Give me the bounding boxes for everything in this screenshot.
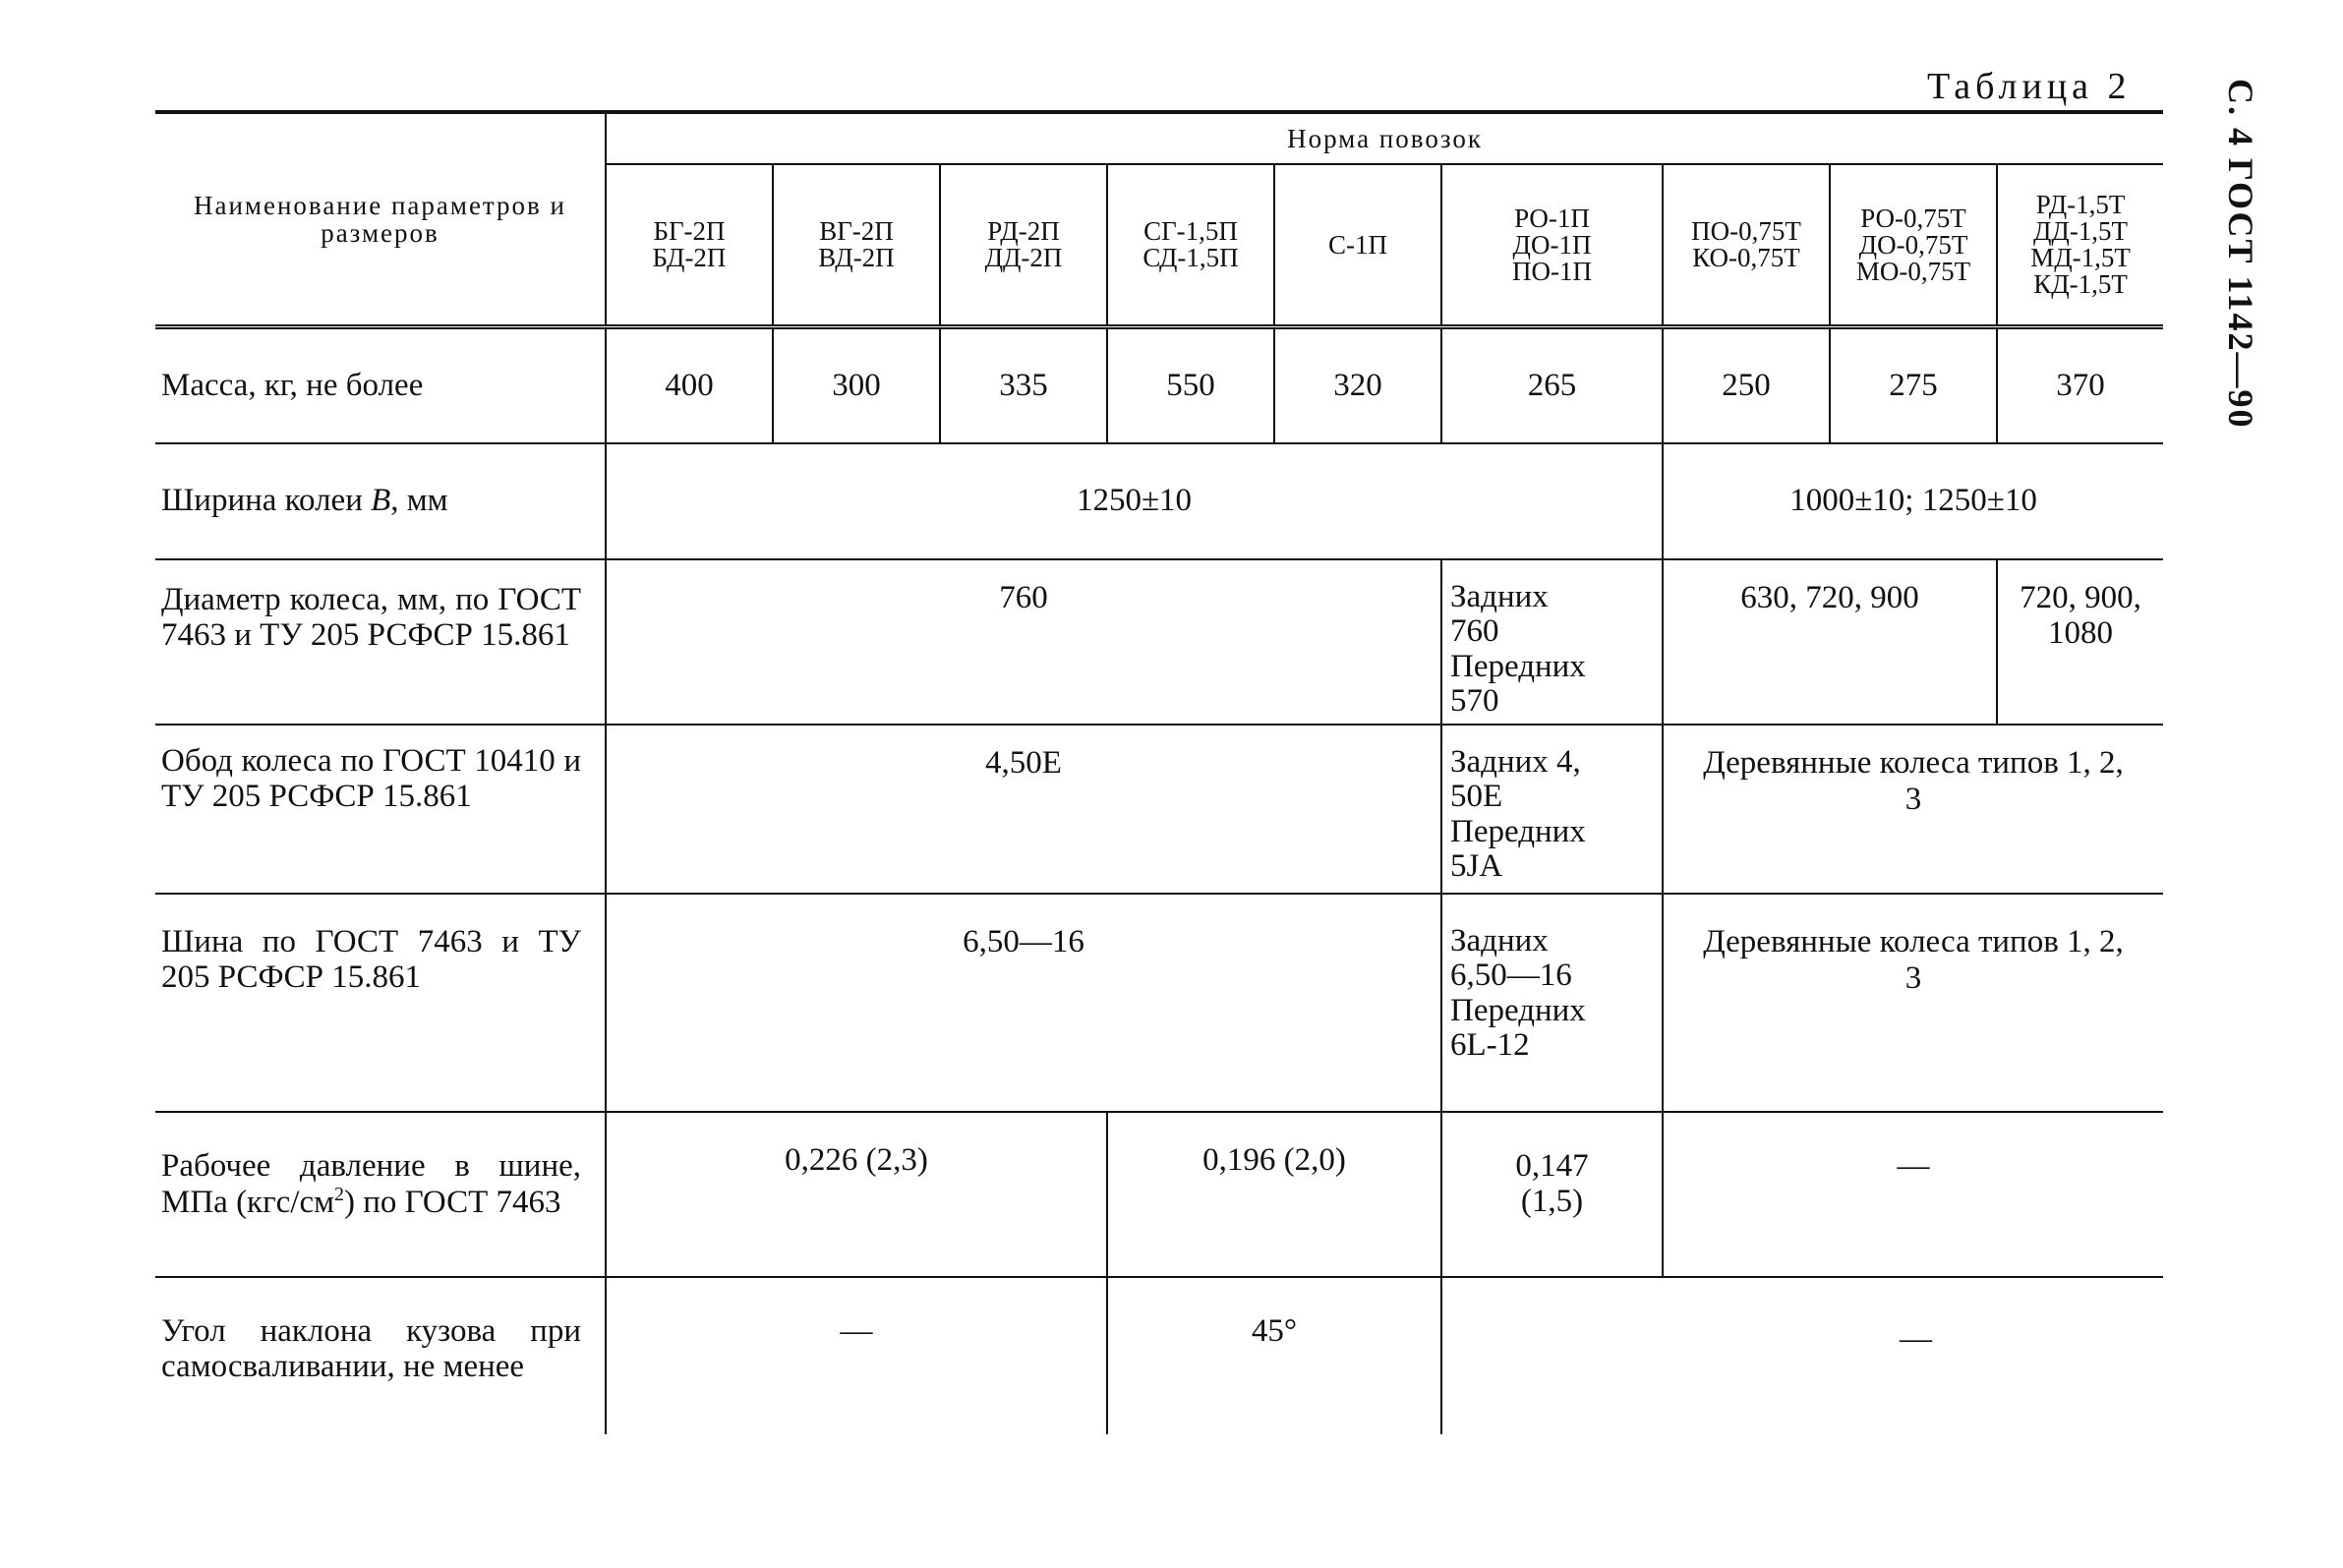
table-cell: Деревянные колеса типов 1, 2, 3	[1663, 725, 2163, 894]
header-group-label: Норма повозок	[606, 112, 2163, 164]
row-wheel-diameter	[155, 559, 2163, 725]
row-tilt-angle	[155, 1277, 2163, 1434]
table-cell: —	[1663, 1112, 2163, 1277]
table-cell: 720, 900, 1080	[1997, 559, 2163, 725]
row-rim	[155, 725, 2163, 894]
table-cell: 320	[1274, 327, 1441, 443]
table-cell: 0,147 (1,5)	[1441, 1112, 1663, 1277]
table-cell: 6,50—16	[606, 894, 1441, 1112]
table-cell: 630, 720, 900	[1663, 559, 1997, 725]
table-cell: 275	[1830, 327, 1997, 443]
model-header: ВГ-2П ВД-2П	[773, 164, 940, 327]
row-pressure	[155, 1112, 2163, 1277]
table-cell: 4,50E	[606, 725, 1441, 894]
param-label: Диаметр колеса, мм, по ГОСТ 7463 и ТУ 205 РСФСР 15.861	[161, 581, 581, 653]
table-cell: 400	[606, 327, 773, 443]
table-cell: —	[606, 1277, 1107, 1434]
param-label: Масса, кг, не более	[161, 368, 424, 404]
model-header: РО-1П ДО-1П ПО-1П	[1441, 164, 1663, 327]
table-cell: —	[1441, 1277, 2163, 1434]
header-param-column: Наименование параметров и размеров	[155, 112, 606, 327]
table-cell: Деревянные колеса типов 1, 2, 3	[1663, 894, 2163, 1112]
model-header: С-1П	[1274, 164, 1441, 327]
table-cell: 0,196 (2,0)	[1107, 1112, 1441, 1277]
row-tire	[155, 894, 2163, 1112]
model-header: РО-0,75Т ДО-0,75Т МО-0,75Т	[1830, 164, 1997, 327]
header-group-row	[155, 112, 2163, 164]
table-cell: 300	[773, 327, 940, 443]
table-cell: 1250±10	[606, 443, 1663, 559]
row-mass	[155, 327, 2163, 443]
param-label: Рабочее давление в шине, МПа $(кгс/см^2)$ по ГОСТ 7463	[161, 1147, 581, 1220]
table-cell: 250	[1663, 327, 1830, 443]
table-cell: Задних 6,50—16 Передних 6L-12	[1441, 894, 1663, 1112]
table-cell: 760	[606, 559, 1441, 725]
table-cell: 45°	[1107, 1277, 1441, 1434]
model-header: ПО-0,75Т КО-0,75Т	[1663, 164, 1830, 327]
model-header: РД-2П ДД-2П	[940, 164, 1107, 327]
table-cell: 1000±10; 1250±10	[1663, 443, 2163, 559]
row-track-width	[155, 443, 2163, 559]
page-header-standard: С. 4 ГОСТ 1142—90	[2221, 79, 2260, 430]
table-cell: 0,226 (2,3)	[606, 1112, 1107, 1277]
model-header: СГ-1,5П СД-1,5П	[1107, 164, 1274, 327]
table-cell: 335	[940, 327, 1107, 443]
model-header: РД-1,5Т ДД-1,5Т МД-1,5Т КД-1,5Т	[1997, 164, 2163, 327]
param-label: Обод колеса по ГОСТ 10410 и ТУ 205 РСФСР 15.861	[161, 742, 581, 814]
model-header: БГ-2П БД-2П	[606, 164, 773, 327]
table-cell: 265	[1441, 327, 1663, 443]
table-cell: Задних 4, 50E Передних 5JA	[1441, 725, 1663, 894]
table-cell: 550	[1107, 327, 1274, 443]
table-cell: Задних 760 Передних 570	[1441, 559, 1663, 725]
param-label: Угол наклона кузова при самосваливании, не менее	[161, 1312, 581, 1384]
table-caption: Таблица 2	[1927, 66, 2132, 107]
param-label: Ширина колеи B, мм	[161, 483, 448, 519]
spec-table	[155, 110, 2163, 1434]
table-cell: 370	[1997, 327, 2163, 443]
param-label: Шина по ГОСТ 7463 и ТУ 205 РСФСР 15.861	[161, 923, 581, 995]
